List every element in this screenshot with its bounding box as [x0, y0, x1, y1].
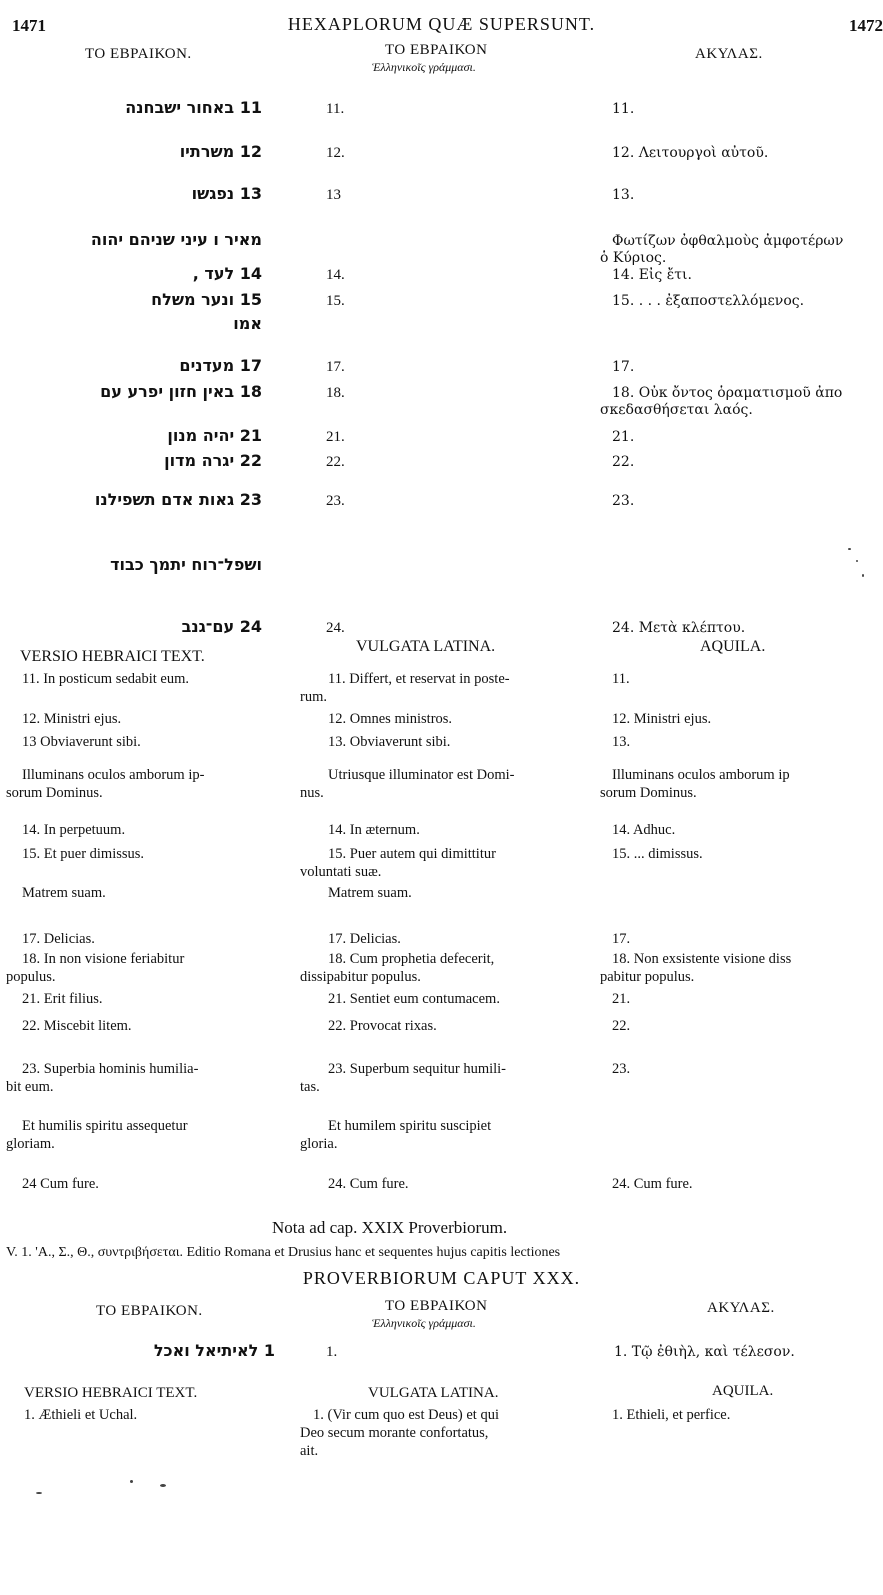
versio-line: Matrem suam.	[22, 885, 106, 901]
hebrew-line: 22 יגרה מדון	[164, 451, 262, 470]
verse-number: 24.	[326, 620, 345, 636]
verse-number: 14.	[326, 267, 345, 283]
chapter-title: PROVERBIORUM CAPUT XXX.	[302, 1268, 581, 1288]
ch30-col-head-hebrew: ΤΟ ΕΒΡΑΙΚΟΝ.	[96, 1303, 203, 1319]
vulgata-line: 11. Differt, et reservat in poste-	[328, 671, 510, 687]
hebrew-line: מאיר ו עיני שניהם יהוה	[90, 230, 262, 249]
greek-line-continued: ὁ Κύριος.	[600, 250, 667, 266]
greek-line: 22.	[612, 454, 635, 470]
versio-line: Et humilis spiritu assequetur	[22, 1118, 188, 1134]
versio-line: 13 Obviaverunt sibi.	[22, 734, 141, 750]
col-head-transliterated: ΤΟ ΕΒΡΑΙΚΟΝ	[385, 42, 488, 58]
ch30-col-head-aquila-latin: AQUILA.	[712, 1383, 774, 1399]
hebrew-line: 11 באחור ישבחנה	[125, 98, 262, 117]
ch30-col-subhead-transliterated: Ἑλληνικοῖς γράμμασι.	[372, 1316, 476, 1330]
ch30-vulgata-line-3: ait.	[300, 1443, 319, 1459]
hebrew-line: 21 יהיה מנון	[167, 426, 262, 445]
versio-line: 17. Delicias.	[22, 931, 95, 947]
vulgata-line: 21. Sentiet eum contumacem.	[328, 991, 500, 1007]
ch30-aquila-line: 1. Ethieli, et perfice.	[612, 1407, 731, 1423]
versio-line-continued: gloriam.	[6, 1136, 55, 1152]
col-subhead-transliterated: Ἑλληνικοῖς γράμμασι.	[372, 60, 476, 74]
running-title: HEXAPLORUM QUÆ SUPERSUNT.	[287, 14, 596, 34]
greek-line: 23.	[612, 493, 635, 509]
verse-number: 15.	[326, 293, 345, 309]
vulgata-line-continued: tas.	[300, 1079, 320, 1095]
verse-number: 13	[326, 187, 341, 203]
vulgata-line-continued: rum.	[300, 689, 327, 705]
verse-number: 11.	[326, 101, 345, 117]
versio-line-continued: bit eum.	[6, 1079, 54, 1095]
vulgata-line: Matrem suam.	[328, 885, 412, 901]
vulgata-line: 22. Provocat rixas.	[328, 1018, 437, 1034]
aquila-line: 23.	[612, 1061, 631, 1077]
greek-line: 15. . . . ἐξαποστελλόμενος.	[612, 293, 805, 309]
greek-line: 18. Οὐκ ὄντος ὁραματισμοῦ ἀπο	[612, 385, 843, 401]
vulgata-line: 12. Omnes ministros.	[328, 711, 453, 727]
hebrew-line: ושפל־רוח יתמך כבוד	[110, 555, 262, 574]
verse-number: 17.	[326, 359, 345, 375]
aquila-line: 11.	[612, 671, 630, 687]
greek-line: 24. Μετὰ κλέπτου.	[612, 620, 746, 636]
versio-line: 18. In non visione feriabitur	[22, 951, 185, 967]
versio-line: 24 Cum fure.	[22, 1176, 99, 1192]
versio-line: Illuminans oculos amborum ip-	[22, 767, 205, 783]
versio-line: 14. In perpetuum.	[22, 822, 126, 838]
scan-speck	[36, 1492, 42, 1494]
aquila-line-continued: sorum Dominus.	[600, 785, 697, 801]
ch30-vulgata-line-2: Deo secum morante confortatus,	[300, 1425, 489, 1441]
vulgata-line-continued: gloria.	[300, 1136, 338, 1152]
hebrew-line: 23 גאות אדם תשפילנו	[94, 490, 262, 509]
hebrew-line-continued: אמו	[233, 314, 262, 333]
ch30-col-head-transliterated: ΤΟ ΕΒΡΑΙΚΟΝ	[385, 1298, 488, 1314]
col-head-aquila-latin: AQUILA.	[700, 638, 766, 655]
greek-line: 13.	[612, 187, 635, 203]
aquila-line: 17.	[612, 931, 631, 947]
versio-line-continued: sorum Dominus.	[6, 785, 103, 801]
aquila-line: 13.	[612, 734, 631, 750]
ch30-versio-line: 1. Æthieli et Uchal.	[24, 1407, 138, 1423]
verse-number: 12.	[326, 145, 345, 161]
vulgata-line: Et humilem spiritu suscipiet	[328, 1118, 492, 1134]
vulgata-line-continued: dissipabitur populus.	[300, 969, 421, 985]
versio-line: 23. Superbia hominis humilia-	[22, 1061, 199, 1077]
page-number-left: 1471	[12, 16, 46, 35]
note-text: V. 1. 'Α., Σ., Θ., συντριβήσεται. Editio Romana et Drusius hanc et sequentes hujus capitis lectiones	[6, 1245, 561, 1260]
verse-number: 23.	[326, 493, 345, 509]
aquila-line: 22.	[612, 1018, 631, 1034]
col-head-aquila: ΑΚΥΛΑΣ.	[695, 46, 763, 62]
aquila-line: 21.	[612, 991, 631, 1007]
col-head-vulgata: VULGATA LATINA.	[356, 638, 496, 655]
versio-line: 22. Miscebit litem.	[22, 1018, 132, 1034]
versio-line: 15. Et puer dimissus.	[22, 846, 145, 862]
aquila-line: 12. Ministri ejus.	[612, 711, 712, 727]
scan-speck	[160, 1484, 166, 1487]
hebrew-line: 13 נפגשו	[191, 184, 262, 203]
greek-line: Φωτίζων ὀφθαλμοὺς ἀμφοτέρων	[612, 233, 844, 249]
page-number-right: 1472	[849, 16, 883, 35]
versio-line-continued: populus.	[6, 969, 56, 985]
verse-number: 22.	[326, 454, 345, 470]
vulgata-line: 14. In æternum.	[328, 822, 420, 838]
aquila-line: 24. Cum fure.	[612, 1176, 693, 1192]
vulgata-line-continued: voluntati suæ.	[300, 864, 382, 880]
ch30-hebrew-line: 1 לאיתיאל ואכל	[153, 1341, 275, 1360]
verse-number: 18.	[326, 385, 345, 401]
vulgata-line: 24. Cum fure.	[328, 1176, 409, 1192]
hebrew-line: 18 באין חזון יפרע עם	[100, 382, 262, 401]
aquila-line-continued: pabitur populus.	[600, 969, 695, 985]
greek-line-continued: σκεδασθήσεται λαός.	[600, 402, 753, 418]
greek-line: 11.	[612, 101, 635, 117]
ch30-number: 1.	[326, 1344, 338, 1360]
vulgata-line: 13. Obviaverunt sibi.	[328, 734, 451, 750]
vulgata-line: 17. Delicias.	[328, 931, 401, 947]
hebrew-line: 12 משרתיו	[179, 142, 262, 161]
ch30-col-head-versio: VERSIO HEBRAICI TEXT.	[24, 1385, 198, 1401]
scan-speck	[856, 560, 858, 562]
note-title: Nota ad cap. XXIX Proverbiorum.	[272, 1218, 508, 1237]
ch30-col-head-aquila: ΑΚΥΛΑΣ.	[707, 1300, 775, 1316]
hebrew-line: 15 ונער משלח	[151, 290, 262, 309]
ch30-col-head-vulgata: VULGATA LATINA.	[368, 1385, 499, 1401]
scan-speck	[862, 574, 864, 577]
greek-line: 14. Εἰς ἔτι.	[612, 267, 692, 283]
vulgata-line: 15. Puer autem qui dimittitur	[328, 846, 496, 862]
greek-line: 17.	[612, 359, 635, 375]
versio-line: 12. Ministri ejus.	[22, 711, 122, 727]
col-head-versio: VERSIO HEBRAICI TEXT.	[20, 648, 205, 665]
vulgata-line: 18. Cum prophetia defecerit,	[328, 951, 495, 967]
aquila-line: 18. Non exsistente visione diss	[612, 951, 792, 967]
aquila-line: 15. ... dimissus.	[612, 846, 703, 862]
hebrew-line: 17 מעדנים	[179, 356, 262, 375]
ch30-vulgata-line-1: 1. (Vir cum quo est Deus) et qui	[313, 1407, 499, 1423]
greek-line: 12. Λειτουργοὶ αὐτοῦ.	[612, 145, 769, 161]
verse-number: 21.	[326, 429, 345, 445]
aquila-line: Illuminans oculos amborum ip	[612, 767, 790, 783]
scan-speck	[848, 548, 851, 550]
greek-line: 21.	[612, 429, 635, 445]
scan-speck	[130, 1480, 133, 1483]
vulgata-line: 23. Superbum sequitur humili-	[328, 1061, 507, 1077]
hebrew-line: 24 עם־גנב	[181, 617, 262, 636]
versio-line: 21. Erit filius.	[22, 991, 103, 1007]
vulgata-line-continued: nus.	[300, 785, 324, 801]
versio-line: 11. In posticum sedabit eum.	[22, 671, 189, 687]
ch30-greek-line: 1. Τῷ ἐθιὴλ, καὶ τέλεσον.	[614, 1344, 795, 1360]
vulgata-line: Utriusque illuminator est Domi-	[328, 767, 515, 783]
col-head-hebrew: ΤΟ ΕΒΡΑΙΚΟΝ.	[85, 46, 192, 62]
aquila-line: 14. Adhuc.	[612, 822, 676, 838]
hebrew-line: 14 לעד ,	[192, 264, 262, 283]
